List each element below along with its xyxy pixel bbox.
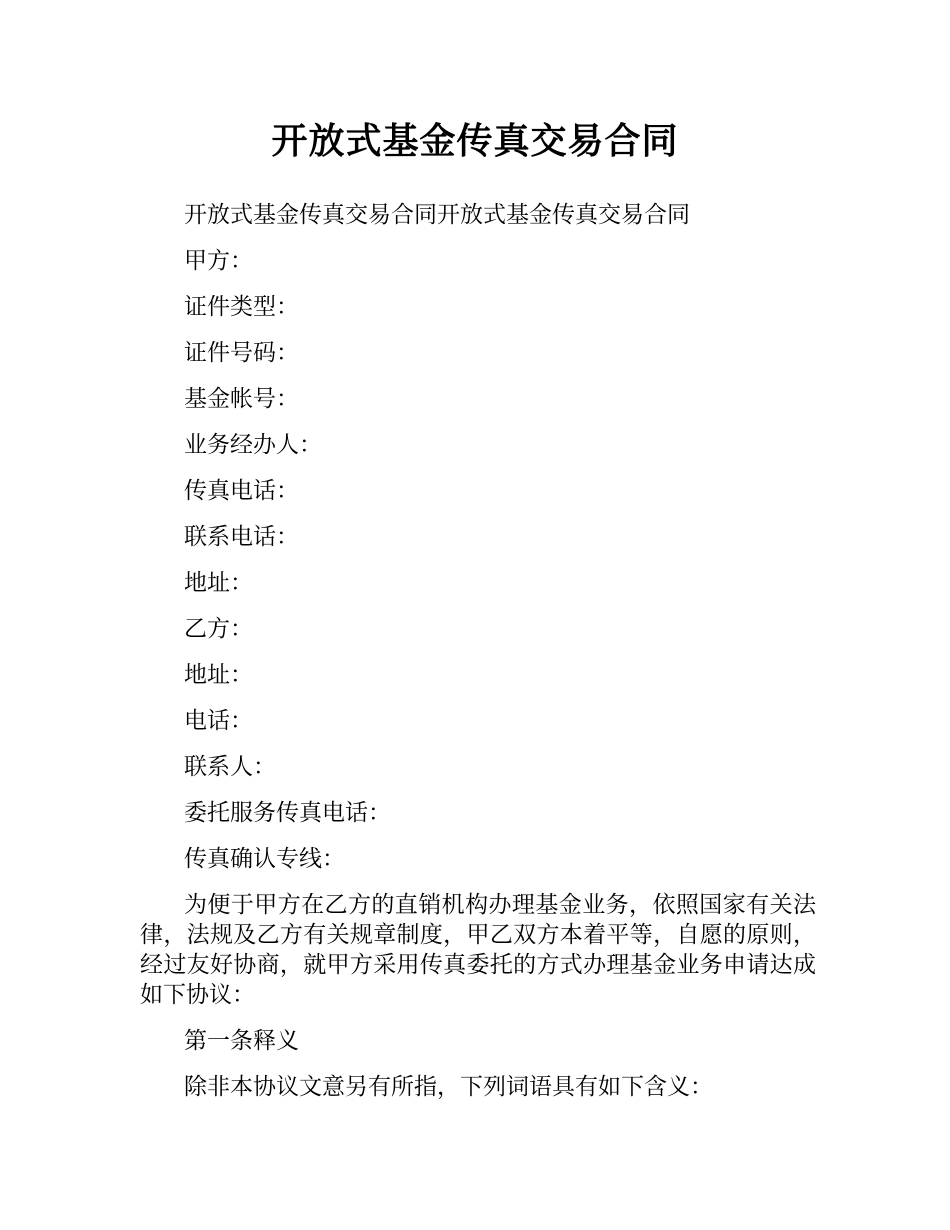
party-a-id-type-label: 证件类型： xyxy=(184,294,299,320)
document-body xyxy=(140,200,816,1118)
party-a-id-number-label: 证件号码： xyxy=(184,340,299,366)
party-b-phone-label: 电话： xyxy=(184,708,253,734)
document-title: 开放式基金传真交易合同 xyxy=(271,121,679,162)
document-subtitle: 开放式基金传真交易合同开放式基金传真交易合同 xyxy=(184,202,690,228)
party-b-service-fax-label: 委托服务传真电话： xyxy=(184,800,391,826)
article-1-heading: 第一条释义 xyxy=(184,1028,299,1054)
party-a-fax-label: 传真电话： xyxy=(184,478,299,504)
intro-paragraph: 为便于甲方在乙方的直销机构办理基金业务，依照国家有关法律，法规及乙方有关规章制度，甲乙双方本着平等，自愿的原则，经过友好协商，就甲方采用传真委托的方式办理基金业务申请达成如下协议： xyxy=(140,892,816,1008)
party-a-phone-label: 联系电话： xyxy=(184,524,299,550)
party-a-address-label: 地址： xyxy=(184,570,253,596)
party-b-contact-label: 联系人： xyxy=(184,754,276,780)
party-b-confirm-line-label: 传真确认专线： xyxy=(184,846,345,872)
party-a-agent-label: 业务经办人： xyxy=(184,432,322,458)
party-a-heading: 甲方： xyxy=(184,248,253,274)
party-b-heading: 乙方： xyxy=(184,616,253,642)
article-1-intro: 除非本协议文意另有所指，下列词语具有如下含义： xyxy=(184,1074,713,1100)
party-a-fund-account-label: 基金帐号： xyxy=(184,386,299,412)
party-b-address-label: 地址： xyxy=(184,662,253,688)
